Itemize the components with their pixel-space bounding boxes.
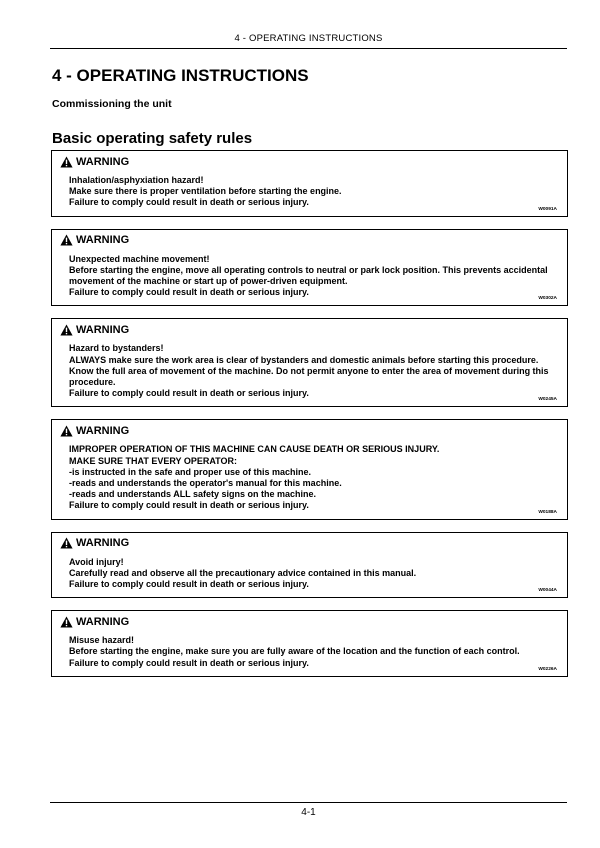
warning-triangle-icon bbox=[60, 425, 73, 437]
warning-text-line: ALWAYS make sure the work area is clear of bystanders and domestic animals before starting this procedure. Know the full area of movement of the machine. Do not permit anyone to enter the area of movement during this procedure. bbox=[69, 354, 549, 388]
warning-text-line: MAKE SURE THAT EVERY OPERATOR: bbox=[69, 455, 238, 466]
warning-title: WARNING bbox=[76, 155, 130, 168]
footer-divider bbox=[50, 802, 567, 803]
warning-body bbox=[60, 556, 557, 594]
warning-box bbox=[51, 419, 568, 519]
running-header: 4 - OPERATING INSTRUCTIONS bbox=[234, 33, 383, 44]
warning-box bbox=[51, 318, 568, 407]
warning-code: W0302A bbox=[538, 296, 557, 302]
warning-header bbox=[60, 154, 557, 169]
warning-code: W0245A bbox=[538, 397, 557, 403]
warning-body bbox=[60, 635, 557, 669]
warning-text-line: Before starting the engine, make sure you are fully aware of the location and the function of each control. bbox=[69, 646, 520, 657]
warning-triangle-icon bbox=[60, 156, 73, 168]
warning-text-line: Make sure there is proper ventilation before starting the engine. bbox=[69, 186, 342, 197]
warning-body bbox=[60, 343, 557, 399]
header-divider bbox=[50, 48, 567, 49]
warning-text-line: Avoid injury! bbox=[69, 556, 124, 567]
warnings-list bbox=[51, 150, 568, 689]
warning-triangle-icon bbox=[60, 234, 73, 246]
warning-title: WARNING bbox=[76, 424, 130, 437]
warning-title: WARNING bbox=[76, 323, 130, 336]
warning-header bbox=[60, 536, 557, 551]
warning-text-line: Misuse hazard! bbox=[69, 635, 135, 646]
warning-text-line: Unexpected machine movement! bbox=[69, 253, 210, 264]
warning-body bbox=[60, 444, 557, 511]
warning-code: W0188A bbox=[538, 509, 557, 515]
warning-text-line: Inhalation/asphyxiation hazard! bbox=[69, 175, 204, 185]
warning-text-line: Before starting the engine, move all operating controls to neutral or park lock position. This prevents accidental movement of the machine or start up of power-driven equipment. bbox=[69, 264, 548, 287]
warning-box bbox=[51, 229, 568, 307]
warning-body bbox=[60, 253, 557, 302]
warning-triangle-icon bbox=[60, 324, 73, 336]
section-subtitle: Commissioning the unit bbox=[52, 98, 172, 110]
warning-header bbox=[60, 322, 557, 337]
warning-text-line: Failure to comply could result in death or serious injury. bbox=[69, 579, 309, 590]
warning-text-line: -reads and understands ALL safety signs on the machine. bbox=[69, 489, 317, 500]
warning-code: W0091A bbox=[538, 206, 557, 212]
warning-box bbox=[51, 610, 568, 677]
warning-text-line: Carefully read and observe all the precautionary advice contained in this manual. bbox=[69, 567, 417, 578]
warning-header bbox=[60, 423, 557, 438]
warning-title: WARNING bbox=[76, 615, 130, 628]
warning-header bbox=[60, 233, 557, 248]
warning-title: WARNING bbox=[76, 537, 130, 550]
warning-code: W0044A bbox=[538, 588, 557, 594]
warning-body bbox=[60, 175, 557, 209]
warning-box bbox=[51, 150, 568, 217]
warning-text-line: Failure to comply could result in death or serious injury. bbox=[69, 657, 309, 668]
warning-code: W0226A bbox=[538, 666, 557, 672]
warning-header bbox=[60, 614, 557, 629]
warning-triangle-icon bbox=[60, 537, 73, 549]
warning-triangle-icon bbox=[60, 616, 73, 628]
warning-text-line: -is instructed in the safe and proper use of this machine. bbox=[69, 466, 312, 477]
rules-heading: Basic operating safety rules bbox=[52, 130, 253, 147]
warning-title: WARNING bbox=[76, 234, 130, 247]
warning-text-line: Failure to comply could result in death or serious injury. bbox=[69, 500, 309, 511]
warning-box bbox=[51, 532, 568, 599]
warning-text-line: Failure to comply could result in death or serious injury. bbox=[69, 197, 309, 208]
warning-text-line: Failure to comply could result in death or serious injury. bbox=[69, 287, 309, 298]
warning-text-line: Hazard to bystanders! bbox=[69, 343, 164, 354]
warning-text-line: Failure to comply could result in death or serious injury. bbox=[69, 388, 309, 399]
chapter-title: 4 - OPERATING INSTRUCTIONS bbox=[52, 66, 309, 85]
warning-text-line: IMPROPER OPERATION OF THIS MACHINE CAN CAUSE DEATH OR SERIOUS INJURY. bbox=[69, 444, 440, 455]
warning-text-line: -reads and understands the operator's manual for this machine. bbox=[69, 478, 342, 489]
page-number: 4-1 bbox=[301, 807, 316, 818]
